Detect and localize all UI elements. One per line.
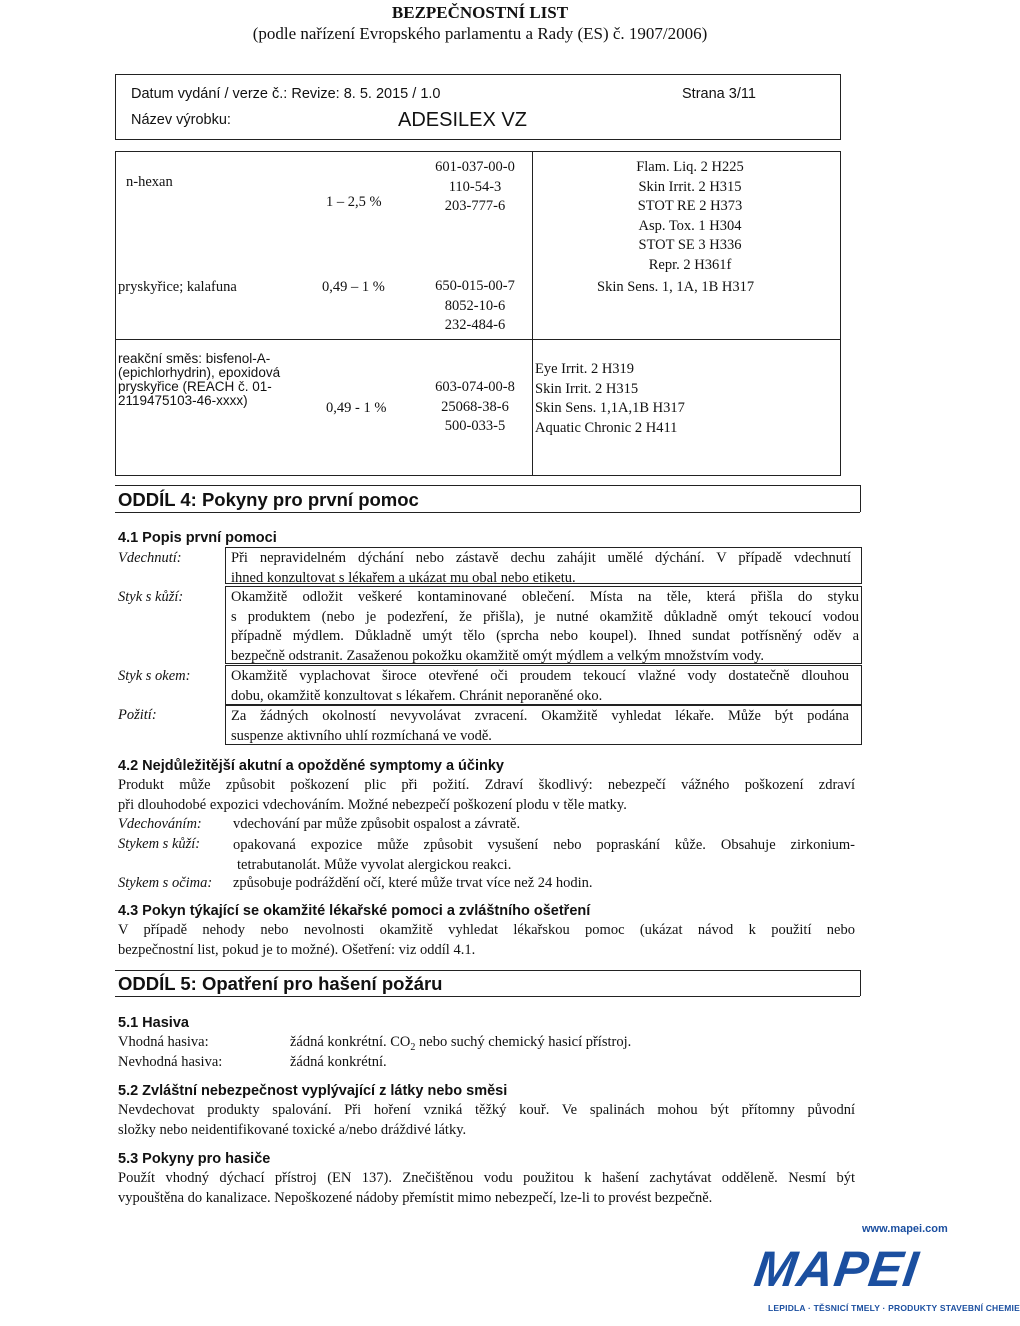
component-concentration: 1 – 2,5 % [326, 194, 382, 210]
component-ids: 650-015-00-7 8052-10-6 232-484-6 [435, 278, 515, 333]
component-classification: Flam. Liq. 2 H225 Skin Irrit. 2 H315 STOT RE 2 H373 Asp. Tox. 1 H304 STOT SE 3 H336 Repr. 2 H361f [636, 159, 744, 273]
hazards-text: Nevdechovat produkty spalování. Při hoření vzniká těžký kouř. Ve spalinách mohou být přítomny původní složky nebo neidentifikované toxické a/nebo dráždivé látky. [118, 1102, 855, 1138]
first-aid-label: Vdechnutí: [118, 550, 182, 566]
component-classification: Eye Irrit. 2 H319 Skin Irrit. 2 H315 Skin Sens. 1,1A,1B H317 Aquatic Chronic 2 H411 [535, 361, 685, 436]
section-5-title: ODDÍL 5: Opatření pro hašení požáru [118, 973, 443, 994]
component-concentration: 0,49 - 1 % [326, 400, 387, 416]
component-name: reakční směs: bisfenol-A- (epichlorhydrin), epoxidová pryskyřice (REACH č. 01- 2119475103-46-xxxx) [118, 351, 281, 408]
component-concentration: 0,49 – 1 % [322, 279, 385, 295]
component-name: n-hexan [126, 174, 173, 190]
product-label: Název výrobku: [131, 112, 231, 128]
unsuitable-label: Nevhodná hasiva: [118, 1054, 223, 1070]
component-ids: 601-037-00-0 110-54-3 203-777-6 [435, 159, 515, 214]
suitable-value: žádná konkrétní. $CO_2$ nebo suchý chemický hasicí přístroj. [290, 1034, 632, 1053]
subsection-4-1-title: 4.1 Popis první pomoci [118, 530, 277, 546]
subsection-5-2-title: 5.2 Zvláštní nebezpečnost vyplývající z látky nebo směsi [118, 1083, 508, 1099]
symptom-label: Stykem s kůží: [118, 836, 201, 852]
component-classification: Skin Sens. 1, 1A, 1B H317 [597, 279, 755, 295]
product-name: ADESILEX VZ [398, 109, 527, 131]
symptom-label: Stykem s očima: [118, 875, 213, 891]
date-line: Datum vydání / verze č.: Revize: 8. 5. 2015 / 1.0 [131, 86, 441, 102]
first-aid-text: Za žádných okolností nevyvolávat zvracení. Okamžitě vyhledat lékaře. Může být podána suspenze aktivního uhlí rozmíchaná ve vodě. [231, 708, 849, 744]
mapei-logo [751, 1241, 950, 1297]
subsection-5-3-title: 5.3 Pokyny pro hasiče [118, 1151, 271, 1167]
document-subtitle: (podle nařízení Evropského parlamentu a Rady (ES) č. 1907/2006) [252, 24, 708, 43]
first-aid-label: Styk s kůží: [118, 589, 184, 605]
symptom-text: způsobuje podráždění očí, které může trvat více než 24 hodin. [233, 875, 593, 891]
first-aid-label: Styk s okem: [118, 668, 191, 684]
symptom-text: opakovaná expozice může způsobit vysušení nebo popraskání kůže. Obsahuje zirkonium- tetrabutanolát. Může vyvolat alergickou reakci. [233, 837, 855, 873]
first-aid-text: Okamžitě odložit veškeré kontaminované oblečení. Místa na těle, která přišla do styku s produktem (nebo je podezření, že přišla), je nutné okamžitě důkladně omýt tekoucí vodou případně mýdlem. Důkladně umýt tělo (sprcha nebo koupel). Ihned sundat potřísněný oděv a bezpečně odstranit. Zasaženou pokožku okamžitě omýt mýdlem a velkým množstvím vody. [231, 589, 859, 664]
document-title: BEZPEČNOSTNÍ LIST [391, 3, 569, 22]
section-rule [115, 970, 860, 971]
symptom-text: vdechování par může způsobit ospalost a závratě. [233, 816, 521, 832]
section-rule [115, 996, 860, 997]
unsuitable-value: žádná konkrétní. [290, 1054, 387, 1070]
component-ids: 603-074-00-8 25068-38-6 500-033-5 [435, 379, 515, 434]
table-row-divider [115, 339, 841, 340]
firefighter-text: Použít vhodný dýchací přístroj (EN 137). Znečištěnou vodu použitou k hašení zachytávat odděleně. Nesmí být vypouštěna do kanalizace. Nepoškozené nádoby přemístit mimo nebezpečí, lze-li to provést bezpečně. [118, 1170, 855, 1206]
subsection-4-2-title: 4.2 Nejdůležitější akutní a opožděné symptomy a účinky [118, 758, 504, 774]
medical-text: V případě nehody nebo nevolnosti okamžitě vyhledat lékařskou pomoc (ukázat návod k použití nebo bezpečnostní list, pokud je to možné). Ošetření: viz oddíl 4.1. [118, 922, 855, 958]
section-rule [115, 485, 860, 486]
logo-url: www.mapei.com [862, 1223, 948, 1235]
subsection-5-1-title: 5.1 Hasiva [118, 1015, 189, 1031]
section-rule [115, 512, 860, 513]
section-rule-end [860, 970, 861, 996]
section-rule-end [860, 485, 861, 512]
first-aid-text: Okamžitě vyplachovat široce otevřené oči proudem tekoucí vlažné vody dostatečně dlouhou dobu, okamžitě konzultovat s lékařem. Chránit neporaněné oko. [231, 668, 849, 704]
component-name: pryskyřice; kalafuna [118, 279, 237, 295]
symptoms-text: Produkt může způsobit poškození plic při požití. Zdraví škodlivý: nebezpečí vážného poškození zdraví při dlouhodobé expozici vdechováním. Možné nebezpečí poškození plodu v těle matky. [118, 777, 855, 813]
first-aid-text: Při nepravidelném dýchání nebo zástavě dechu zahájit umělé dýchání. V případě vdechnutí ihned konzultovat s lékařem a ukázat mu obal nebo etiketu. [231, 550, 851, 586]
table-column-divider [532, 151, 533, 476]
logo-tagline: LEPIDLA · TĚSNICÍ TMELY · PRODUKTY STAVEBNÍ CHEMIE [768, 1303, 1020, 1313]
logo-wordmark: MAPEI [751, 1241, 923, 1297]
first-aid-label: Požití: [118, 707, 157, 723]
suitable-label: Vhodná hasiva: [118, 1034, 209, 1050]
symptom-label: Vdechováním: [118, 816, 202, 832]
subsection-4-3-title: 4.3 Pokyn týkající se okamžité lékařské pomoci a zvláštního ošetření [118, 903, 591, 919]
section-4-title: ODDÍL 4: Pokyny pro první pomoc [118, 489, 419, 510]
page-number: Strana 3/11 [682, 86, 756, 102]
